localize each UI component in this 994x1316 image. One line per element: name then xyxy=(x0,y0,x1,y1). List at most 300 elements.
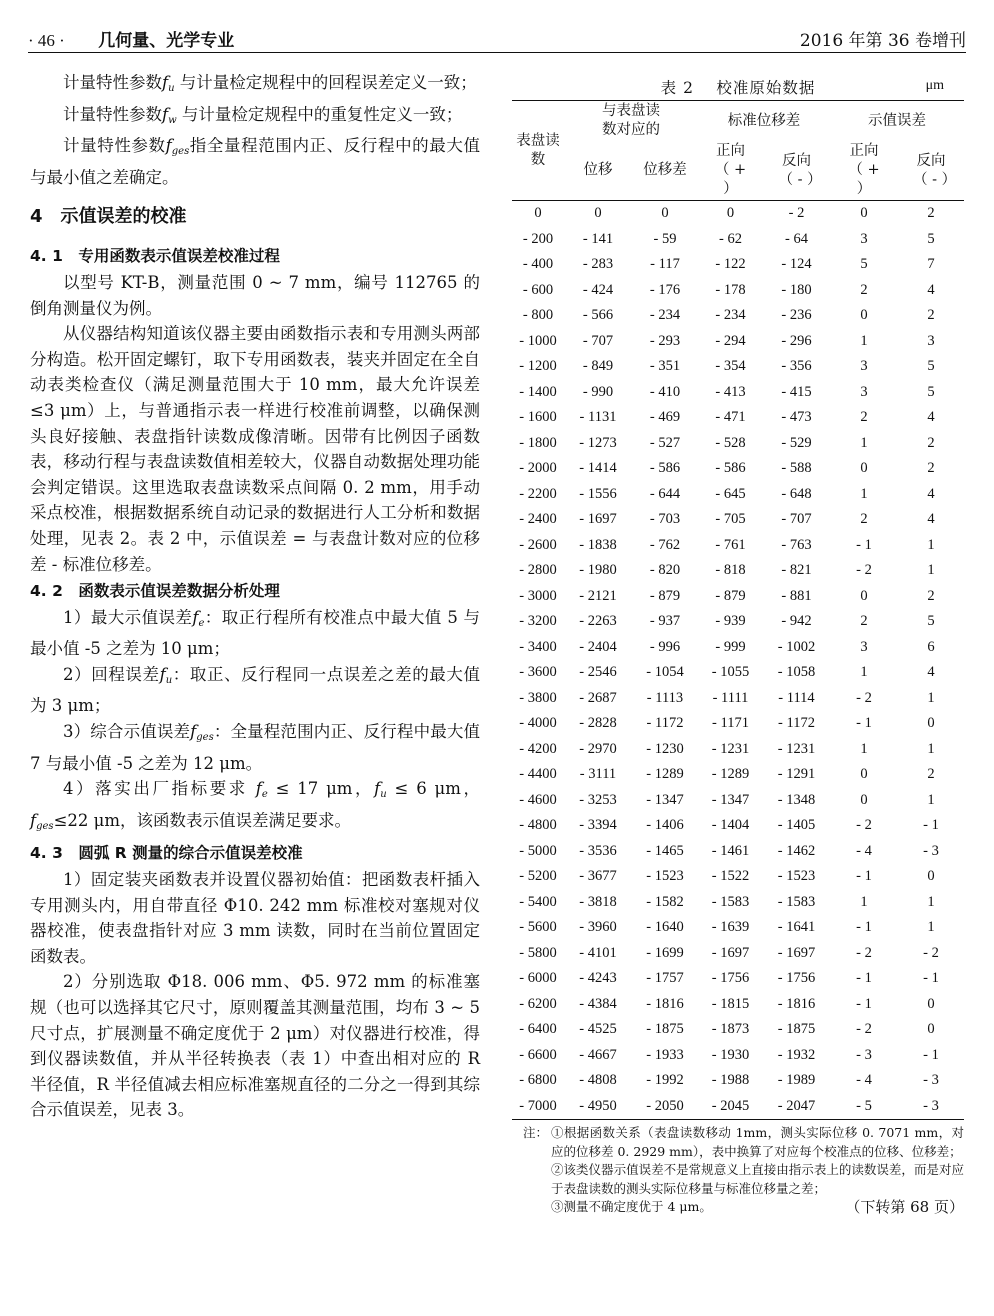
table-cell: - 1 xyxy=(856,995,872,1012)
table-cell: - 4 xyxy=(856,1072,872,1089)
table-cell: - 234 xyxy=(715,307,746,324)
table-caption xyxy=(512,76,964,100)
table-cell: - 59 xyxy=(653,230,677,247)
table-cell: - 2 xyxy=(923,944,939,961)
table-cell: - 1231 xyxy=(711,740,750,757)
table-cell: - 1582 xyxy=(646,893,684,910)
table-row xyxy=(512,380,964,406)
table-cell: - 586 xyxy=(715,460,746,477)
table-cell: - 1054 xyxy=(646,664,684,681)
table-cell: 2 xyxy=(860,409,868,426)
table-cell: - 3 xyxy=(923,842,939,859)
table-cell: - 2600 xyxy=(519,536,557,553)
table-cell: - 1815 xyxy=(711,995,750,1012)
table-cell: - 5400 xyxy=(519,893,557,910)
table-cell: - 990 xyxy=(582,383,614,400)
table-cell: - 1757 xyxy=(646,970,684,987)
table-cell: - 2800 xyxy=(519,562,557,579)
table-cell: 0 xyxy=(860,587,868,604)
table-cell: 2 xyxy=(927,434,935,451)
table-cell: - 178 xyxy=(715,281,746,298)
table-cell: - 586 xyxy=(649,460,681,477)
paragraph-fges: 计量特性参数$f_{ges}$指全量程范围内正、反行程中的最大值与最小值之差确定。 xyxy=(30,136,481,187)
table-cell: - 2400 xyxy=(519,511,557,528)
table-cell: - 1114 xyxy=(778,689,815,706)
table-cell: - 1 xyxy=(856,536,872,553)
table-row xyxy=(512,201,964,227)
table-cell: - 879 xyxy=(649,587,681,604)
table-cell: - 2970 xyxy=(579,740,617,757)
table-cell: 1 xyxy=(927,740,935,757)
table-cell: - 6000 xyxy=(519,970,557,987)
table-cell: 4 xyxy=(927,409,935,426)
table-cell: - 800 xyxy=(522,307,554,324)
col-disp-diff: 位移差 xyxy=(632,141,698,201)
table-cell: - 566 xyxy=(582,307,614,324)
table-cell: - 117 xyxy=(650,256,680,273)
table-cell: - 1875 xyxy=(777,1021,816,1038)
table-cell: - 3960 xyxy=(579,919,617,936)
table-cell: - 294 xyxy=(715,332,746,349)
table-row xyxy=(512,788,964,814)
table-cell: - 707 xyxy=(781,511,812,528)
table-cell: 7 xyxy=(927,256,935,273)
table-cell: - 762 xyxy=(649,536,681,553)
table-cell: - 4 xyxy=(856,842,872,859)
table-cell: - 1 xyxy=(856,868,872,885)
table-header xyxy=(512,101,964,201)
table-cell: - 3394 xyxy=(579,817,617,834)
issue-info: 2016 年第 36 卷增刊 xyxy=(799,31,966,51)
table-cell: - 176 xyxy=(649,281,681,298)
table-cell: - 2200 xyxy=(519,485,557,502)
table-cell: - 879 xyxy=(715,587,746,604)
table-cell: - 62 xyxy=(719,230,742,247)
table-row xyxy=(512,941,964,967)
table-cell: - 1 xyxy=(923,1046,939,1063)
table-cell: - 1875 xyxy=(646,1021,684,1038)
table-row xyxy=(512,915,964,941)
table-cell: - 7000 xyxy=(519,1097,557,1114)
table-cell: 5 xyxy=(927,383,935,400)
table-row xyxy=(512,737,964,763)
table-cell: - 942 xyxy=(781,613,812,630)
table-cell: 0 xyxy=(534,205,542,222)
table-cell: 1 xyxy=(927,791,935,808)
table-cell: - 471 xyxy=(715,409,746,426)
table-cell: - 4600 xyxy=(519,791,557,808)
table-cell: 0 xyxy=(860,460,868,477)
table-cell: - 124 xyxy=(781,256,812,273)
table-cell: - 283 xyxy=(582,256,614,273)
table-cell: 5 xyxy=(927,358,935,375)
table-cell: - 1838 xyxy=(579,536,617,553)
table-cell: - 1523 xyxy=(646,868,684,885)
table-cell: - 2828 xyxy=(579,715,617,732)
table-cell: - 4667 xyxy=(579,1046,617,1063)
table-cell: - 705 xyxy=(715,511,746,528)
table-cell: - 424 xyxy=(582,281,614,298)
table-cell: - 415 xyxy=(781,383,812,400)
table-cell: - 2263 xyxy=(579,613,617,630)
table-row xyxy=(512,558,964,584)
paragraph-fu: 计量特性参数$f_u$ 与计量检定规程中的回程误差定义一致； xyxy=(63,73,477,94)
col-std-reverse: 反向（ - ） xyxy=(763,141,830,201)
table-cell: - 2687 xyxy=(579,689,617,706)
table-row xyxy=(512,813,964,839)
calibration-table xyxy=(512,100,964,1120)
table-cell: 4 xyxy=(927,281,935,298)
table-cell: - 820 xyxy=(649,562,681,579)
table-cell: - 3 xyxy=(856,1046,872,1063)
table-cell: - 2 xyxy=(856,817,872,834)
table-cell: - 296 xyxy=(781,332,812,349)
table-cell: - 881 xyxy=(781,587,812,604)
table-cell: - 64 xyxy=(785,230,808,247)
table-row xyxy=(512,405,964,431)
table-cell: - 3200 xyxy=(519,613,557,630)
table-cell: - 180 xyxy=(781,281,812,298)
table-cell: 1 xyxy=(927,536,935,553)
table-cell: - 528 xyxy=(715,434,746,451)
table-cell: 6 xyxy=(927,638,935,655)
table-cell: - 1873 xyxy=(711,1021,750,1038)
table-row xyxy=(512,762,964,788)
table-cell: - 4243 xyxy=(579,970,617,987)
paragraph-calibration: 2）分别选取 Φ18. 006 mm、Φ5. 972 mm 的标准塞规（也可以选择其它尺寸，原则覆盖其测量范围，均布 3 ~ 5 尺寸点，扩展测量不确定度优于 2 μm）对仪器进行校准，得到仪器读数值，并从半径转换表（表 1）中查出相对应的 R 半径值，R 半径值减去相应标准塞规直径的二分之一得到其综合示值误差，见表 3。 xyxy=(30,972,480,1120)
table-cell: - 1992 xyxy=(646,1072,684,1089)
table-cell: 5 xyxy=(927,613,935,630)
col-group-std-disp: 标准位移差 xyxy=(727,112,801,129)
table-cell: - 4101 xyxy=(579,944,617,961)
table-cell: - 1347 xyxy=(646,791,684,808)
table-cell: - 1461 xyxy=(711,842,750,859)
table-cell: - 1231 xyxy=(777,740,816,757)
col-group-indication-error: 示值误差 xyxy=(868,112,926,129)
table-cell: - 1200 xyxy=(519,358,557,375)
paragraph-spec: 4）落实出厂指标要求 $f_e \le 17$ μm，$f_u \le 6$ μm，$f_{ges}\le 22$ μm，该函数表示值误差满足要求。 xyxy=(30,779,480,832)
table-cell: - 1523 xyxy=(777,868,816,885)
table-cell: - 4950 xyxy=(579,1097,617,1114)
section-4-2-heading: 4. 2 函数表示值误差数据分析处理 xyxy=(30,582,280,601)
note-2: ②该类仪器示值误差不是常规意义上直接由指示表上的读数误差，而是对应于表盘读数的测头实际位移量与标准位移量之差； xyxy=(551,1162,964,1196)
table-cell: - 761 xyxy=(715,536,746,553)
table-cell: - 849 xyxy=(582,358,614,375)
table-cell: - 1556 xyxy=(579,485,617,502)
table-cell: - 648 xyxy=(781,485,812,502)
table-title: 表 2 校准原始数据 xyxy=(660,79,816,97)
table-cell: 1 xyxy=(927,562,935,579)
table-cell: - 1 xyxy=(856,715,872,732)
table-cell: 0 xyxy=(860,307,868,324)
table-cell: - 3 xyxy=(923,1097,939,1114)
table-cell: - 3253 xyxy=(579,791,617,808)
table-cell: 1 xyxy=(860,664,868,681)
table-cell: - 2000 xyxy=(519,460,557,477)
table-cell: - 5 xyxy=(856,1097,872,1114)
table-cell: 1 xyxy=(860,893,868,910)
table-cell: - 1348 xyxy=(777,791,816,808)
table-cell: - 4800 xyxy=(519,817,557,834)
table-cell: - 469 xyxy=(649,409,681,426)
table-cell: - 1289 xyxy=(711,766,750,783)
table-cell: 2 xyxy=(927,587,935,604)
table-cell: 0 xyxy=(927,995,935,1012)
journal-section: 几何量、光学专业 xyxy=(98,31,235,51)
table-cell: - 1 xyxy=(923,970,939,987)
table-row xyxy=(512,303,964,329)
table-cell: - 1002 xyxy=(777,638,816,655)
table-cell: 2 xyxy=(927,205,935,222)
table-cell: - 644 xyxy=(649,485,681,502)
section-4-1-heading: 4. 1 专用函数表示值误差校准过程 xyxy=(30,247,280,266)
table-cell: - 351 xyxy=(649,358,681,375)
table-cell: - 1933 xyxy=(646,1046,684,1063)
table-cell: - 1697 xyxy=(711,944,750,961)
col-dial-reading: 表盘读数 xyxy=(512,101,564,201)
table-row xyxy=(512,609,964,635)
table-cell: - 527 xyxy=(649,434,681,451)
continued-note: （下转第 68 页） xyxy=(845,1198,964,1217)
table-cell: - 2 xyxy=(856,944,872,961)
table-row xyxy=(512,354,964,380)
table-cell: - 200 xyxy=(522,230,554,247)
table-row xyxy=(512,992,964,1018)
table-cell: 5 xyxy=(927,230,935,247)
page-number: · 46 · xyxy=(28,31,65,50)
col-err-forward: 正向（ + ） xyxy=(830,141,898,201)
table-cell: - 6600 xyxy=(519,1046,557,1063)
table-cell: 4 xyxy=(927,485,935,502)
table-cell: 0 xyxy=(927,715,935,732)
table-cell: - 1171 xyxy=(712,715,749,732)
table-cell: - 3111 xyxy=(579,766,617,783)
table-cell: 3 xyxy=(927,332,935,349)
table-cell: 3 xyxy=(860,383,868,400)
table-notes xyxy=(512,1124,964,1217)
table-cell: - 1639 xyxy=(711,919,750,936)
table-cell: - 5000 xyxy=(519,842,557,859)
table-cell: - 234 xyxy=(649,307,681,324)
table-cell: - 6200 xyxy=(519,995,557,1012)
table-cell: - 2546 xyxy=(579,664,617,681)
table-cell: - 1697 xyxy=(777,944,816,961)
paragraph-hysteresis: 2）回程误差$f_u$：取正、反行程同一点误差之差的最大值为 3 μm； xyxy=(30,664,480,716)
table-cell: 1 xyxy=(927,919,935,936)
table-cell: 1 xyxy=(927,893,935,910)
table-row xyxy=(512,431,964,457)
table-cell: - 4384 xyxy=(579,995,617,1012)
table-cell: - 410 xyxy=(649,383,681,400)
table-cell: - 2 xyxy=(788,205,805,222)
table-cell: - 141 xyxy=(582,230,614,247)
table-cell: - 5200 xyxy=(519,868,557,885)
table-cell: - 1131 xyxy=(579,409,617,426)
table-cell: - 1414 xyxy=(579,460,617,477)
table-cell: - 1462 xyxy=(777,842,816,859)
table-cell: - 356 xyxy=(781,358,812,375)
table-cell: - 2 xyxy=(856,562,872,579)
table-cell: 2 xyxy=(860,281,868,298)
table-cell: 5 xyxy=(860,256,868,273)
table-cell: - 1522 xyxy=(711,868,750,885)
table-cell: - 1172 xyxy=(778,715,815,732)
table-cell: - 1230 xyxy=(646,740,684,757)
table-cell: 3 xyxy=(860,358,868,375)
table-cell: - 4808 xyxy=(579,1072,617,1089)
table-cell: - 2121 xyxy=(579,587,617,604)
table-cell: - 1000 xyxy=(519,332,557,349)
table-cell: - 1347 xyxy=(711,791,750,808)
table-row xyxy=(512,329,964,355)
table-cell: - 821 xyxy=(781,562,812,579)
table-cell: - 6800 xyxy=(519,1072,557,1089)
table-cell: - 1 xyxy=(923,817,939,834)
table-cell: 4 xyxy=(927,511,935,528)
table-cell: - 1930 xyxy=(711,1046,750,1063)
table-cell: - 354 xyxy=(715,358,746,375)
paragraph-structure: 从仪器结构知道该仪器主要由函数指示表和专用测头两部分构造。松开固定螺钉，取下专用函数表，装夹并固定在全自动表类检查仪（满足测量范围大于 10 mm，最大允许误差≤3 μm）上，与普通指示表一样进行校准前调整，以确保测头良好接触、表盘指针读数成像清晰。因带有比例因子函数表，移动行程与表盘读数值相差较大，仪器自动数据处理功能会判定错误。这里选取表盘读数采点间隔 0. 2 mm，用手动采点校准，根据数据系统自动记录的数据进行人工分析和数据处理，见表 2。表 2 中，示值误差 = 与表盘计数对应的位移差 - 标准位移差。 xyxy=(30,324,480,574)
table-cell: - 645 xyxy=(715,485,746,502)
table-cell: - 588 xyxy=(781,460,812,477)
table-cell: - 707 xyxy=(582,332,614,349)
table-cell: - 1641 xyxy=(777,919,816,936)
table-cell: - 703 xyxy=(649,511,681,528)
table-cell: - 1113 xyxy=(646,689,684,706)
table-row xyxy=(512,456,964,482)
table-row xyxy=(512,890,964,916)
table-cell: - 1989 xyxy=(777,1072,816,1089)
table-cell: - 3000 xyxy=(519,587,557,604)
table-cell: - 1058 xyxy=(777,664,816,681)
table-cell: - 937 xyxy=(649,613,681,630)
table-cell: - 3536 xyxy=(579,842,617,859)
table-row xyxy=(512,1017,964,1043)
table-cell: - 2404 xyxy=(579,638,617,655)
col-displacement: 位移 xyxy=(564,141,632,201)
table-cell: - 1 xyxy=(856,970,872,987)
table-row xyxy=(512,227,964,253)
table-cell: - 1583 xyxy=(777,893,816,910)
table-row xyxy=(512,660,964,686)
table-cell: - 1756 xyxy=(777,970,816,987)
table-body xyxy=(512,201,964,1120)
paragraph-setup: 1）固定装夹函数表并设置仪器初始值：把函数表杆插入专用测头内，用自带直径 Φ10. 242 mm 标准校对塞规对仪器校准，使表盘指针对应 3 mm 读数，同时在当前位置固定函数表。 xyxy=(30,870,480,966)
table-cell: - 1273 xyxy=(579,434,617,451)
table-cell: - 600 xyxy=(522,281,554,298)
table-cell: - 3 xyxy=(923,1072,939,1089)
table-row xyxy=(512,686,964,712)
table-cell: - 1980 xyxy=(579,562,617,579)
table-cell: 0 xyxy=(594,205,602,222)
table-cell: 1 xyxy=(860,485,868,502)
col-err-reverse: 反向（ - ） xyxy=(898,141,964,201)
table-cell: - 3677 xyxy=(579,868,617,885)
table-cell: 0 xyxy=(860,766,868,783)
table-cell: - 1406 xyxy=(646,817,684,834)
table-cell: 0 xyxy=(726,205,735,222)
table-cell: - 122 xyxy=(715,256,746,273)
table-cell: - 4200 xyxy=(519,740,557,757)
col-std-forward: 正向（ + ） xyxy=(698,141,763,201)
table-cell: - 1055 xyxy=(711,664,750,681)
section-4-3-heading: 4. 3 圆弧 R 测量的综合示值误差校准 xyxy=(30,844,303,863)
table-cell: - 2045 xyxy=(711,1097,750,1114)
table-cell: - 413 xyxy=(715,383,746,400)
table-cell: - 1291 xyxy=(777,766,816,783)
table-cell: - 1405 xyxy=(777,817,816,834)
table-row xyxy=(512,278,964,304)
table-cell: - 529 xyxy=(781,434,812,451)
table-cell: 0 xyxy=(661,205,669,222)
table-cell: - 4000 xyxy=(519,715,557,732)
table-cell: - 4525 xyxy=(579,1021,617,1038)
table-row xyxy=(512,584,964,610)
table-cell: - 6400 xyxy=(519,1021,557,1038)
table-cell: - 939 xyxy=(715,613,746,630)
table-cell: - 1465 xyxy=(646,842,684,859)
paragraph-overall-error: 3）综合示值误差$f_{ges}$：全量程范围内正、反行程中最大值 7 与最小值 -5 之差为 12 μm。 xyxy=(30,722,481,773)
table-cell: 0 xyxy=(927,868,935,885)
table-row xyxy=(512,966,964,992)
notes-label: 注： xyxy=(522,1125,548,1140)
table-cell: - 1172 xyxy=(646,715,684,732)
table-cell: - 5600 xyxy=(519,919,557,936)
left-column xyxy=(30,70,480,1123)
table-cell: - 3800 xyxy=(519,689,557,706)
table-unit: μm xyxy=(925,78,944,93)
table-cell: - 2050 xyxy=(646,1097,684,1114)
table-cell: - 1816 xyxy=(777,995,816,1012)
table-cell: - 1289 xyxy=(646,766,684,783)
table-cell: - 1756 xyxy=(711,970,750,987)
table-cell: 1 xyxy=(927,689,935,706)
table-row xyxy=(512,839,964,865)
table-row xyxy=(512,507,964,533)
table-row xyxy=(512,482,964,508)
table-cell: - 1404 xyxy=(711,817,750,834)
paragraph-example: 以型号 KT-B，测量范围 0 ~ 7 mm，编号 112765 的倒角测量仪为例。 xyxy=(30,272,480,318)
table-cell: - 4400 xyxy=(519,766,557,783)
table-cell: - 1 xyxy=(856,919,872,936)
table-cell: - 1699 xyxy=(646,944,684,961)
table-cell: - 818 xyxy=(715,562,746,579)
table-cell: - 3600 xyxy=(519,664,557,681)
table-cell: 2 xyxy=(860,613,868,630)
table-row xyxy=(512,1043,964,1069)
table-cell: - 2 xyxy=(856,1021,872,1038)
table-cell: - 3818 xyxy=(579,893,617,910)
table-row xyxy=(512,533,964,559)
section-4-heading: 4 示值误差的校准 xyxy=(30,206,187,228)
table-row xyxy=(512,711,964,737)
page-header xyxy=(28,22,966,53)
table-cell: 1 xyxy=(860,332,868,349)
table-cell: - 236 xyxy=(781,307,812,324)
table-cell: - 1583 xyxy=(711,893,750,910)
table-cell: - 1400 xyxy=(519,383,557,400)
table-cell: - 5800 xyxy=(519,944,557,961)
table-cell: 2 xyxy=(927,460,935,477)
table-cell: - 3400 xyxy=(519,638,557,655)
table-cell: - 1932 xyxy=(777,1046,816,1063)
table-cell: 2 xyxy=(860,511,868,528)
table-cell: - 293 xyxy=(649,332,681,349)
table-cell: 3 xyxy=(860,638,868,655)
table-cell: - 999 xyxy=(715,638,746,655)
col-group-corresponding: 与表盘读数对应的 xyxy=(602,103,660,138)
table-cell: 2 xyxy=(927,307,935,324)
